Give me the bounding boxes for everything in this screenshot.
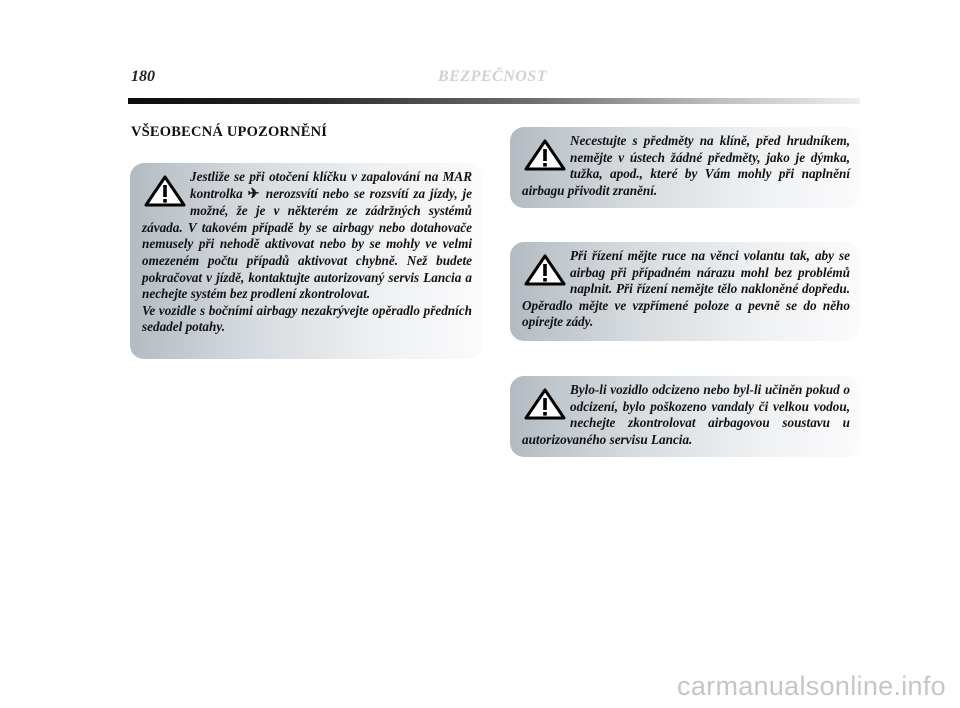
warning-text-steering: Při řízení mějte ruce na věnci volantu tak, aby se airbag při případném nárazu mohl bez problémů naplnit. Při řízení nemějte tělo nakloněné dopředu. Opěradlo mějte ve vzpřímené poloze a pevně se do něho opírejte zády.: [522, 248, 850, 330]
warning-text-theft: Bylo-li vozidlo odcizeno nebo byl-li učiněn pokud o odcizení, bylo poškozeno vandaly či velkou vodou, nechejte zkontrolovat airbagovou soustavu u autorizovaného servisu Lancia.: [522, 382, 850, 447]
section-title: BEZPEČNOST: [438, 68, 548, 85]
warning-triangle-icon: [142, 174, 188, 208]
warning-text-side-airbags: Ve vozidle s bočními airbagy nezakrývejte opěradlo předních sedadel potahy.: [142, 302, 472, 335]
header-rule: [128, 98, 860, 104]
warning-triangle-icon: [522, 387, 568, 421]
warning-box-objects: [510, 127, 860, 208]
warning-triangle-icon: [522, 253, 568, 287]
warning-box-theft: [510, 376, 860, 457]
warning-text-ignition: [142, 169, 472, 303]
warning-box-ignition: [130, 163, 482, 359]
warning-text-part-1: Jestliže se při otočení klíčku v zapalování na MAR kontrolka: [190, 169, 472, 201]
airbag-indicator-icon: ✈: [247, 186, 261, 202]
watermark: carmanualsonline.info: [677, 671, 946, 701]
page-heading: VŠEOBECNÁ UPOZORNĚNÍ: [131, 124, 328, 140]
warning-text-objects: Necestujte s předměty na klíně, před hrudníkem, nemějte v ústech žádné předměty, jako je dýmka, tužka, apod., které by Vám mohly při naplnění airbagu přivodit zranění.: [522, 133, 850, 198]
warning-triangle-icon: [522, 138, 568, 172]
warning-text-part-2: nerozsvítí nebo se rozsvítí za jízdy, je možné, že je v některém ze zádržných systémů závada. V takovém případě by se airbagy nebo dotahovače nemusely při nehodě aktivovat nebo by se mohly ve velmi omezeném počtu případů aktivovat chybně. Než budete pokračovat v jízdě, kontaktujte autorizovaný servis Lancia a nechejte systém bez prodlení zkontrolovat.: [142, 185, 472, 302]
warning-box-steering: [510, 242, 860, 341]
page-number: 180: [131, 68, 155, 85]
